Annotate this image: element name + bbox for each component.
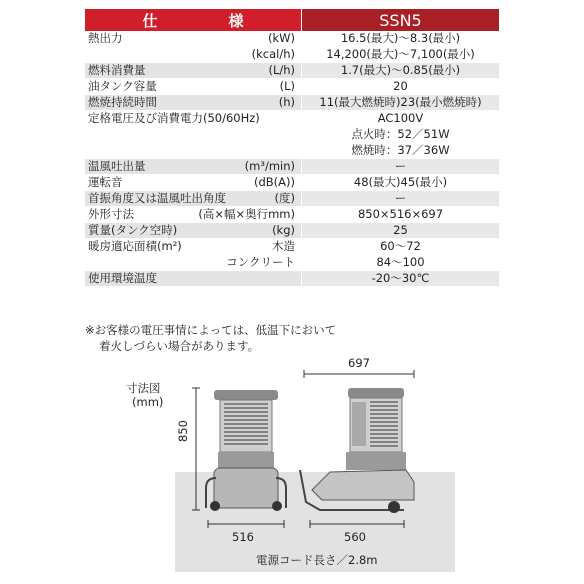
- base-depth-dimension: 560: [344, 530, 366, 544]
- spec-value: 14,200(最大)～7,100(最小): [301, 47, 499, 62]
- spec-label-text: 首振角度又は温風吐出角度: [88, 191, 226, 205]
- spec-label-text: 外形寸法: [88, 207, 134, 221]
- spec-unit: (m³/min): [244, 159, 295, 173]
- spec-label-text: 暖房適応面積(m²): [88, 239, 182, 253]
- spec-label-text: 燃料消費量: [88, 63, 146, 77]
- spec-value: 11(最大燃焼時)23(最小燃焼時): [301, 95, 499, 110]
- spec-unit: (度): [274, 191, 295, 205]
- note-line-2: 着火しづらい場合があります。: [99, 339, 260, 353]
- spec-value: 850×516×697: [301, 207, 499, 222]
- spec-label-text: 使用環境温度: [88, 271, 157, 285]
- spec-label-text: 温風吐出量: [88, 159, 146, 173]
- spec-value: 84～100: [301, 255, 499, 270]
- diagram-unit: (mm): [132, 395, 164, 409]
- spec-value: 1.7(最大)～0.85(最小): [301, 63, 499, 78]
- spec-unit: コンクリート: [226, 255, 295, 269]
- spec-value: 20: [301, 79, 499, 94]
- spec-unit: (高×幅×奥行mm): [198, 207, 295, 221]
- spec-unit: 木造: [272, 239, 295, 253]
- width-dimension: 516: [232, 530, 254, 544]
- spec-label-text: 燃焼持続時間: [88, 95, 157, 109]
- depth-dimension: 697: [348, 356, 370, 370]
- spec-value: 60～72: [301, 239, 499, 254]
- cord-length: 電源コード長さ／2.8m: [256, 553, 378, 567]
- side-view-heater: [300, 388, 414, 513]
- spec-unit: (L): [279, 79, 295, 93]
- spec-header-label: 仕 様: [85, 9, 301, 31]
- spec-unit: (h): [278, 95, 295, 109]
- spec-value: ー: [301, 191, 499, 206]
- spec-label-text: 定格電圧及び消費電力(50/60Hz): [88, 111, 260, 125]
- spec-unit: (kg): [272, 223, 295, 237]
- spec-label-text: 運転音: [88, 175, 123, 189]
- spec-unit: (L/h): [268, 63, 295, 77]
- spec-value: -20～30℃: [301, 271, 499, 286]
- spec-value: 48(最大)45(最小): [301, 175, 499, 190]
- spec-unit: (dB(A)): [253, 175, 295, 189]
- diagram-title: 寸法図: [126, 381, 161, 395]
- model-name: SSN5: [301, 9, 499, 31]
- spec-value: 燃焼時：37／36W: [301, 143, 499, 158]
- spec-unit: (kW): [267, 31, 295, 45]
- spec-label-text: 油タンク容量: [88, 79, 157, 93]
- note-line-1: ※お客様の電圧事情によっては、低温下において: [85, 323, 337, 337]
- front-view-heater: [206, 390, 286, 511]
- spec-value: ー: [301, 159, 499, 174]
- spec-value: 点火時：52／51W: [301, 127, 499, 142]
- spec-label-text: 質量(タンク空時): [88, 223, 178, 237]
- spec-value: 25: [301, 223, 499, 238]
- spec-label-text: 熱出力: [88, 31, 123, 45]
- spec-value: AC100V: [301, 111, 499, 126]
- spec-unit: (kcal/h): [251, 47, 295, 61]
- height-dimension: 850: [176, 420, 190, 442]
- spec-value: 16.5(最大)～8.3(最小): [301, 31, 499, 46]
